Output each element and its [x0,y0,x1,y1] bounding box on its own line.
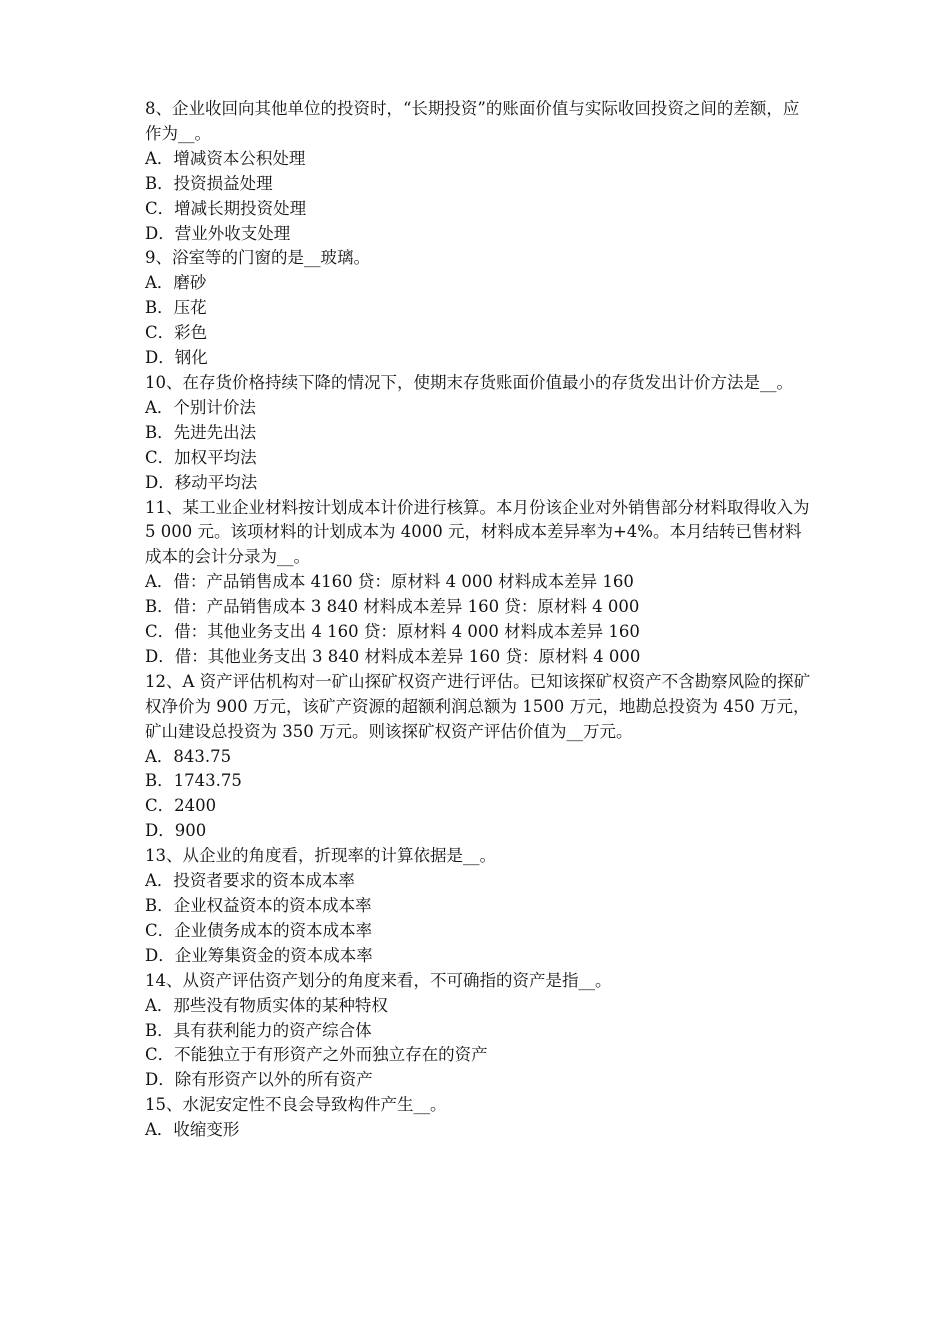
question-10 [145,371,815,496]
option-c: C．企业债务成本的资本成本率 [145,920,373,940]
question-11 [145,496,815,670]
option-c: C．2400 [145,796,217,816]
option-d: D．营业外收支处理 [145,223,291,243]
option-a: A．增减资本公积处理 [145,148,306,168]
option-c: C．增减长期投资处理 [145,198,307,218]
question-stem: 11、某工业企业材料按计划成本计价进行核算。本月份该企业对外销售部分材料取得收入为 5 000 元。该项材料的计划成本为 4000 元，材料成本差异率为+4%。本月结转已售材料成本的会计分录为__。 [145,497,810,567]
option-a: A．借：产品销售成本 4160 贷：原材料 4 000 材料成本差异 160 [145,572,634,592]
question-stem: 12、A 资产评估机构对一矿山探矿权资产进行评估。已知该探矿权资产不含勘察风险的探矿权净价为 900 万元，该矿产资源的超额利润总额为 1500 万元，地勘总投资为 450 万元，矿山建设总投资为 350 万元。则该探矿权资产评估价值为__万元。 [145,671,811,741]
option-c: C．借：其他业务支出 4 160 贷：原材料 4 000 材料成本差异 160 [145,622,640,642]
option-a: A．投资者要求的资本成本率 [145,871,355,891]
option-c: C．彩色 [145,323,208,343]
question-stem: 15、水泥安定性不良会导致构件产生__。 [145,1095,447,1115]
option-b: B．企业权益资本的资本成本率 [145,896,372,915]
question-stem: 14、从资产评估资产划分的角度来看，不可确指的资产是指__。 [145,970,612,990]
question-12 [145,670,815,844]
question-stem: 8、企业收回向其他单位的投资时，“长期投资”的账面价值与实际收回投资之间的差额，应作为__。 [145,99,800,143]
question-9 [145,246,815,371]
option-b: B．1743.75 [145,771,242,791]
question-15 [145,1093,815,1143]
option-b: B．借：产品销售成本 3 840 材料成本差异 160 贷：原材料 4 000 [145,597,640,617]
question-stem: 10、在存货价格持续下降的情况下，使期末存货账面价值最小的存货发出计价方法是__。 [145,372,793,392]
option-d: D．移动平均法 [145,472,258,492]
option-d: D．企业筹集资金的资本成本率 [145,945,373,965]
question-stem: 13、从企业的角度看，折现率的计算依据是__。 [145,846,496,866]
option-a: A．磨砂 [145,273,207,293]
option-d: D．除有形资产以外的所有资产 [145,1070,373,1090]
option-a: A．843.75 [145,746,232,766]
option-a: A．收缩变形 [145,1120,240,1140]
option-c: C．不能独立于有形资产之外而独立存在的资产 [145,1045,488,1065]
option-d: D．钢化 [145,348,208,368]
option-c: C．加权平均法 [145,447,257,467]
option-a: A．那些没有物质实体的某种特权 [145,995,388,1015]
option-b: B．投资损益处理 [145,173,273,193]
option-b: B．具有获利能力的资产综合体 [145,1020,372,1040]
option-d: D．借：其他业务支出 3 840 材料成本差异 160 贷：原材料 4 000 [145,646,641,666]
question-8 [145,97,815,246]
question-13 [145,844,815,969]
option-a: A．个别计价法 [145,397,256,417]
question-14 [145,969,815,1094]
option-b: B．压花 [145,298,207,318]
question-stem: 9、浴室等的门窗的是__玻璃。 [145,248,370,268]
document-page [145,97,815,1143]
option-d: D．900 [145,821,207,841]
option-b: B．先进先出法 [145,422,257,442]
